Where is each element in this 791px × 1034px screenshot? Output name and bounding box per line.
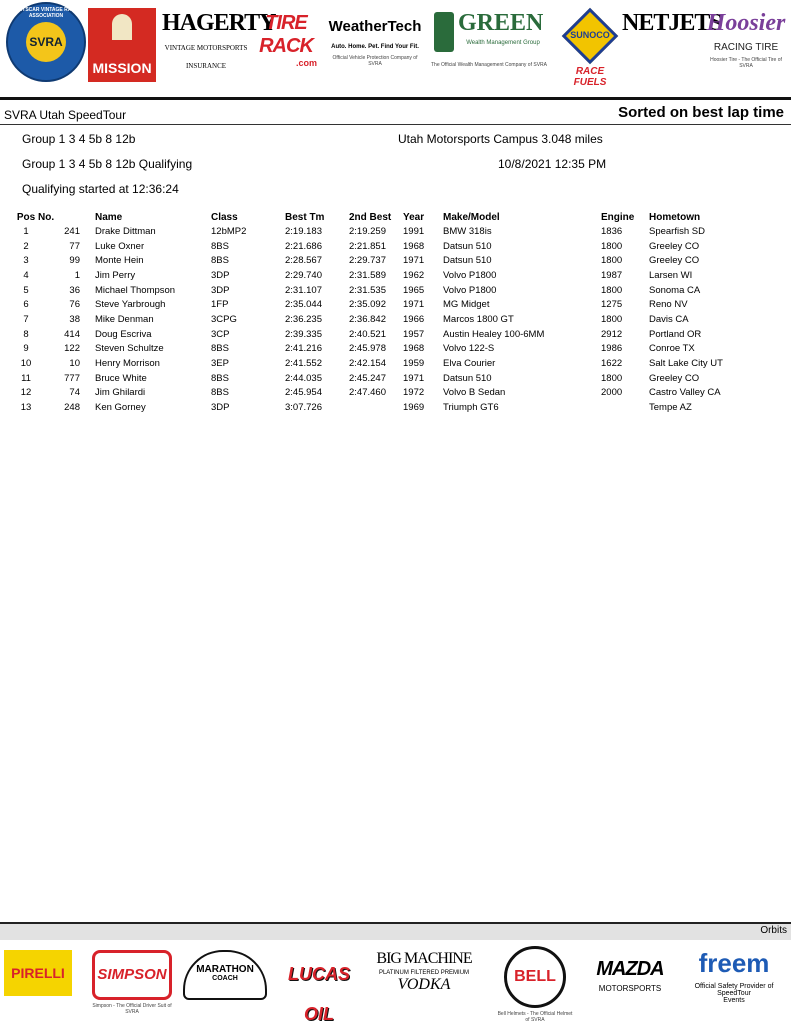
cell-year: 1991 (403, 225, 425, 237)
table-row (0, 342, 791, 357)
cell-class: 3CP (211, 328, 230, 340)
cell-engine: 1836 (601, 225, 623, 237)
cell-engine: 2912 (601, 328, 623, 340)
cell-car-number: 77 (69, 240, 80, 252)
results-body (0, 224, 791, 415)
cell-make-model: Marcos 1800 GT (443, 313, 514, 325)
cell-hometown: Spearfish SD (649, 225, 705, 237)
cell-car-number: 241 (64, 225, 80, 237)
cell-hometown: Greeley CO (649, 240, 700, 252)
cell-make-model: MG Midget (443, 299, 490, 311)
cell-year: 1971 (403, 255, 425, 267)
cell-class: 8BS (211, 255, 229, 267)
cell-second-best: 2:35.092 (349, 299, 386, 311)
cell-year: 1968 (403, 240, 425, 252)
cell-best-time: 2:35.044 (285, 299, 322, 311)
col-header-no: No. (38, 211, 55, 223)
cell-best-time: 3:07.726 (285, 402, 322, 414)
cell-hometown: Castro Valley CA (649, 387, 721, 399)
cell-car-number: 414 (64, 328, 80, 340)
cell-make-model: Volvo 122-S (443, 343, 495, 355)
cell-best-time: 2:45.954 (285, 387, 322, 399)
header-divider (0, 97, 791, 100)
cell-hometown: Larsen WI (649, 269, 693, 281)
track-label: Utah Motorsports Campus 3.048 miles (398, 132, 603, 146)
cell-hometown: Tempe AZ (649, 402, 692, 414)
cell-car-number: 777 (64, 372, 80, 384)
cell-pos: 11 (21, 372, 31, 384)
cell-pos: 13 (20, 402, 32, 414)
session-start-time: Qualifying started at 12:36:24 (22, 182, 179, 196)
cell-driver-name: Henry Morrison (95, 358, 160, 370)
title-divider (0, 124, 791, 125)
pirelli-logo: PIRELLI (2, 944, 74, 1022)
cell-best-time: 2:31.107 (285, 284, 322, 296)
table-row (0, 386, 791, 401)
cell-car-number: 99 (69, 255, 80, 267)
cell-second-best: 2:31.589 (349, 269, 386, 281)
cell-car-number: 248 (64, 402, 80, 414)
cell-driver-name: Mike Denman (95, 313, 154, 325)
tirerack-logo: TIRE RACK .com (259, 12, 317, 68)
cell-engine: 1800 (601, 284, 623, 296)
col-header-name: Name (95, 211, 123, 223)
cell-driver-name: Monte Hein (95, 255, 144, 267)
sponsor-banner-bottom (0, 940, 791, 1024)
group-label: Group 1 3 4 5b 8 12b (22, 132, 136, 146)
cell-engine: 1622 (601, 358, 623, 370)
cell-second-best (349, 400, 403, 415)
cell-make-model: BMW 318is (443, 225, 492, 237)
cell-make-model: Volvo B Sedan (443, 387, 506, 399)
cell-car-number: 38 (69, 313, 80, 325)
cell-second-best: 2:21.851 (349, 240, 386, 252)
cell-best-time: 2:39.335 (285, 328, 322, 340)
cell-year: 1957 (403, 328, 425, 340)
cell-best-time: 2:21.686 (285, 240, 322, 252)
svra-logo: SPORTSCAR VINTAGE RACING ASSOCIATION SVRA (6, 2, 86, 82)
table-row (0, 400, 791, 415)
cell-engine: 2000 (601, 387, 623, 399)
table-row (0, 239, 791, 254)
cell-make-model: Datsun 510 (443, 255, 492, 267)
table-row (0, 224, 791, 239)
cell-year: 1959 (403, 358, 425, 370)
cell-pos: 2 (23, 240, 29, 252)
cell-second-best: 2:19.259 (349, 225, 386, 237)
lucas-oil-logo: LUCAS OIL (288, 964, 350, 1024)
table-row (0, 356, 791, 371)
cell-year: 1972 (403, 387, 425, 399)
cell-class: 3CPG (211, 313, 237, 325)
cell-pos: 3 (23, 255, 29, 267)
table-row (0, 371, 791, 386)
cell-make-model: Volvo P1800 (443, 284, 497, 296)
table-row (0, 283, 791, 298)
cell-pos: 6 (23, 299, 29, 311)
cell-class: 1FP (211, 299, 229, 311)
results-table (0, 210, 791, 415)
cell-hometown: Salt Lake City UT (649, 358, 723, 370)
table-row (0, 312, 791, 327)
cell-driver-name: Steve Yarbrough (95, 299, 166, 311)
cell-hometown: Portland OR (649, 328, 702, 340)
sunoco-logo: SUNOCO RACE FUELS (560, 4, 620, 84)
cell-make-model: Datsun 510 (443, 240, 492, 252)
orbits-label: Orbits (760, 925, 787, 936)
cell-hometown: Greeley CO (649, 255, 700, 267)
cell-make-model: Datsun 510 (443, 372, 492, 384)
col-header-year: Year (403, 211, 425, 223)
cell-year: 1966 (403, 313, 425, 325)
cell-second-best: 2:45.978 (349, 343, 386, 355)
cell-driver-name: Drake Dittman (95, 225, 156, 237)
cell-driver-name: Ken Gorney (95, 402, 146, 414)
cell-driver-name: Jim Ghilardi (95, 387, 146, 399)
col-header-best: Best Tm (285, 211, 325, 223)
cell-pos: 8 (23, 328, 29, 340)
cell-year: 1971 (403, 372, 425, 384)
cell-class: 3DP (211, 402, 230, 414)
cell-best-time: 2:36.235 (285, 313, 322, 325)
cell-engine: 1986 (601, 343, 623, 355)
cell-year: 1969 (403, 402, 425, 414)
col-header-second: 2nd Best (349, 211, 392, 223)
weathertech-logo: WeatherTech Auto. Home. Pet. Find Your Fit. Official Vehicle Protection Company of SVRA (328, 18, 422, 67)
cell-car-number: 10 (69, 358, 80, 370)
cell-car-number: 76 (69, 299, 80, 311)
cell-pos: 9 (23, 343, 29, 355)
session-label: Group 1 3 4 5b 8 12b Qualifying (22, 157, 193, 171)
cell-driver-name: Doug Escriva (95, 328, 152, 340)
table-row (0, 253, 791, 268)
cell-best-time: 2:41.552 (285, 358, 322, 370)
cell-best-time: 2:19.183 (285, 225, 322, 237)
cell-make-model: Volvo P1800 (443, 269, 497, 281)
simpson-logo: SIMPSON Simpson - The Official Driver Suit of SVRA (92, 944, 172, 1022)
mission-logo: MISSION (86, 4, 158, 84)
cell-car-number: 74 (69, 387, 80, 399)
col-header-pos: Pos (16, 211, 36, 223)
hoosier-logo: Hoosier RACING TIRE Hoosier Tire - The Official Tire of SVRA (706, 10, 786, 69)
cell-pos: 7 (23, 313, 29, 325)
col-header-make: Make/Model (443, 211, 500, 223)
cell-driver-name: Steven Schultze (95, 343, 164, 355)
cell-pos: 1 (23, 225, 29, 237)
netjets-logo: NETJETS (622, 10, 722, 36)
results-header-row (0, 210, 791, 224)
cell-hometown: Reno NV (649, 299, 688, 311)
cell-class: 8BS (211, 387, 229, 399)
cell-second-best: 2:40.521 (349, 328, 386, 340)
event-title: SVRA Utah SpeedTour (4, 108, 127, 122)
cell-driver-name: Bruce White (95, 372, 147, 384)
cell-make-model: Elva Courier (443, 358, 496, 370)
cell-engine: 1800 (601, 313, 623, 325)
cell-second-best: 2:42.154 (349, 358, 386, 370)
cell-year: 1971 (403, 299, 425, 311)
cell-engine: 1800 (601, 240, 623, 252)
cell-second-best: 2:45.247 (349, 372, 386, 384)
cell-class: 8BS (211, 240, 229, 252)
cell-pos: 4 (23, 269, 29, 281)
cell-class: 3EP (211, 358, 229, 370)
marathon-coach-logo: MARATHON COACH (182, 944, 268, 1022)
cell-best-time: 2:41.216 (285, 343, 322, 355)
cell-make-model: Austin Healey 100-6MM (443, 328, 545, 340)
cell-class: 3DP (211, 269, 230, 281)
cell-year: 1968 (403, 343, 425, 355)
cell-driver-name: Jim Perry (95, 269, 136, 281)
cell-class: 8BS (211, 343, 229, 355)
freem-logo: freem Official Safety Provider of SpeedTour Events (694, 948, 774, 1004)
cell-best-time: 2:28.567 (285, 255, 322, 267)
cell-class: 12bMP2 (211, 225, 247, 237)
cell-second-best: 2:29.737 (349, 255, 386, 267)
cell-class: 3DP (211, 284, 230, 296)
cell-pos: 10 (20, 358, 32, 370)
cell-second-best: 2:47.460 (349, 387, 386, 399)
mazda-logo: MAZDA MOTORSPORTS (596, 958, 664, 993)
table-row (0, 268, 791, 283)
cell-pos: 12 (20, 387, 32, 399)
cell-engine: 1800 (601, 255, 623, 267)
table-row (0, 327, 791, 342)
cell-second-best: 2:36.842 (349, 313, 386, 325)
cell-engine: 1275 (601, 299, 623, 311)
table-row (0, 297, 791, 312)
session-datetime: 10/8/2021 12:35 PM (498, 157, 607, 171)
cell-year: 1965 (403, 284, 425, 296)
cell-driver-name: Michael Thompson (95, 284, 176, 296)
cell-hometown: Greeley CO (649, 372, 700, 384)
big-machine-vodka-logo: BIG MACHINE PLATINUM FILTERED PREMIUM VODKA (376, 950, 472, 993)
sponsor-banner-top (0, 0, 791, 90)
cell-best-time: 2:44.035 (285, 372, 322, 384)
cell-car-number: 36 (69, 284, 80, 296)
cell-driver-name: Luke Oxner (95, 240, 145, 252)
footer-bar (0, 922, 791, 940)
cell-hometown: Sonoma CA (649, 284, 701, 296)
green-wealth-logo: GREEN Wealth Management Group The Official Wealth Management Company of SVRA (431, 10, 547, 68)
sort-label: Sorted on best lap time (618, 104, 784, 121)
cell-hometown: Conroe TX (649, 343, 695, 355)
cell-car-number: 1 (74, 269, 80, 281)
hagerty-logo: HAGERTY VINTAGE MOTORSPORTS INSURANCE (162, 10, 276, 70)
cell-make-model: Triumph GT6 (443, 402, 499, 414)
cell-engine: 1800 (601, 372, 623, 384)
col-header-hometown: Hometown (649, 211, 701, 223)
bell-helmets-logo: BELL Bell Helmets - The Official Helmet of SVRA (495, 944, 575, 1022)
cell-engine (601, 400, 649, 415)
col-header-engine: Engine (601, 211, 635, 223)
cell-year: 1962 (403, 269, 425, 281)
cell-second-best: 2:31.535 (349, 284, 386, 296)
cell-car-number: 122 (64, 343, 80, 355)
cell-pos: 5 (23, 284, 29, 296)
cell-hometown: Davis CA (649, 313, 689, 325)
cell-class: 8BS (211, 372, 229, 384)
col-header-class: Class (211, 211, 238, 223)
cell-best-time: 2:29.740 (285, 269, 322, 281)
cell-engine: 1987 (601, 269, 623, 281)
